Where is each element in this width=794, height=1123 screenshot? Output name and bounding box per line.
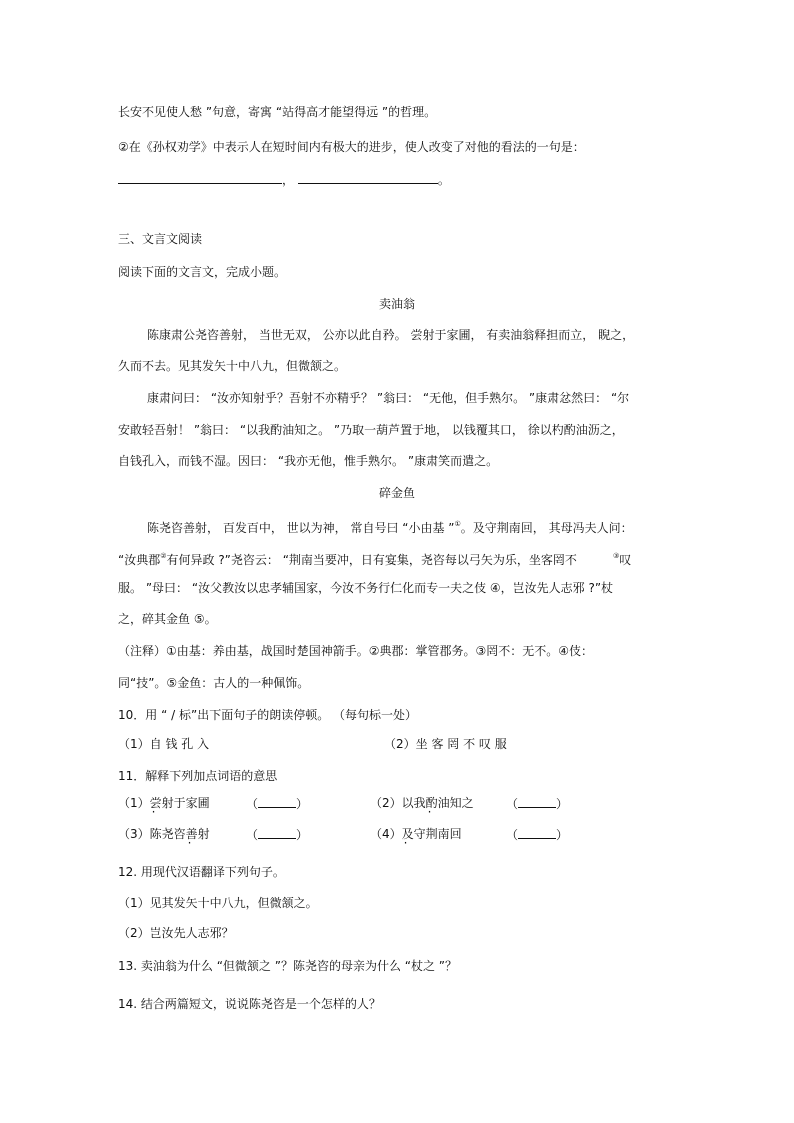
q11-item-3: （3）陈尧咨善射 [118, 827, 210, 841]
question-12: 12. 用现代汉语翻译下列句子。 [118, 865, 285, 879]
passage2-line-2: “汝典郡②有何异政 ?”尧咨云： “荆南当要冲，日有宴集，尧咨每以弓矢为乐，坐客罔不 ③叹 [118, 552, 632, 567]
notes-line-2: 同“技”。⑤金鱼：古人的一种佩饰。 [118, 676, 310, 690]
passage1-line-2: 久而不去。见其发矢十中八九，但微颔之。 [118, 359, 347, 373]
question-10: 10．用 “ / 标”出下面句子的朗读停顿。 （每句标一处） [118, 708, 418, 722]
q12-item-2: （2）岂汝先人志邪？ [118, 926, 234, 940]
passage1-line-4: 安敢轻吾射！ ”翁曰： “以我酌油知之。 ”乃取一葫芦置于地， 以钱覆其口， 徐以杓酌油沥之， [118, 423, 624, 437]
q10-item-2: （2）坐 客 罔 不 叹 服 [384, 737, 507, 751]
q11-answer-4[interactable]: （ ） [506, 828, 569, 842]
passage2-line-3: 服。 ”母曰： “汝父教汝以忠孝辅国家，今汝不务行仁化而专一夫之伎 ④，岂汝先人志邪 ?”杖 [118, 581, 614, 595]
passage2-line-1: 陈尧咨善射， 百发百中， 世以为神， 常自号曰 “小由基 ”①。及守荆南回， 其母冯夫人问： [147, 520, 633, 535]
question-14: 14. 结合两篇短文，说说陈尧咨是一个怎样的人？ [118, 997, 381, 1011]
passage-title-2: 碎金鱼 [378, 486, 415, 500]
q11-answer-3[interactable]: （ ） [246, 828, 309, 842]
q11-item-1: （1）尝射于家圃 [118, 796, 210, 810]
answer-blank-2[interactable] [298, 171, 438, 184]
passage1-line-3: 康肃问曰： “汝亦知射乎？吾射不亦精乎？ ”翁曰： “无他，但手熟尔。 ”康肃忿然曰： “尔 [147, 391, 630, 405]
instruction: 阅读下面的文言文，完成小题。 [118, 265, 287, 279]
q11-item-4: （4）及守荆南回 [370, 827, 462, 841]
answer-line: ， 。 [118, 171, 450, 188]
section-heading: 三、文言文阅读 [118, 232, 203, 246]
q10-item-1: （1）自 钱 孔 入 [118, 737, 210, 751]
q11-answer-2[interactable]: （ ） [506, 797, 569, 811]
passage1-line-5: 自钱孔入，而钱不湿。因曰： “我亦无他，惟手熟尔。 ”康肃笑而遣之。 [118, 454, 499, 468]
passage2-line-4: 之，碎其金鱼 ⑤。 [118, 612, 217, 626]
notes-line-1: （注释）①由基：养由基，战国时楚国神箭手。②典郡：掌管郡务。③罔不：无不。④伎： [118, 644, 594, 658]
q12-item-1: （1）见其发矢十中八九，但微颔之。 [118, 896, 318, 910]
q11-item-2: （2）以我酌油知之 [370, 796, 474, 810]
question-13: 13. 卖油翁为什么 “但微颔之 ”？陈尧咨的母亲为什么 “杖之 ”？ [118, 959, 458, 973]
answer-blank-1[interactable] [118, 171, 282, 184]
passage1-line-1: 陈康肃公尧咨善射， 当世无双， 公亦以此自矜。 尝射于家圃， 有卖油翁释担而立， 睨之， [147, 328, 635, 342]
text-line-1: 长安不见使人愁 ”句意，寄寓 “站得高才能望得远 ”的哲理。 [118, 105, 437, 119]
passage-title-1: 卖油翁 [378, 297, 415, 311]
question-11: 11．解释下列加点词语的意思 [118, 769, 278, 783]
q11-answer-1[interactable]: （ ） [246, 797, 309, 811]
text-line-2: ②在《孙权劝学》中表示人在短时间内有极大的进步，使人改变了对他的看法的一句是： [118, 140, 585, 154]
